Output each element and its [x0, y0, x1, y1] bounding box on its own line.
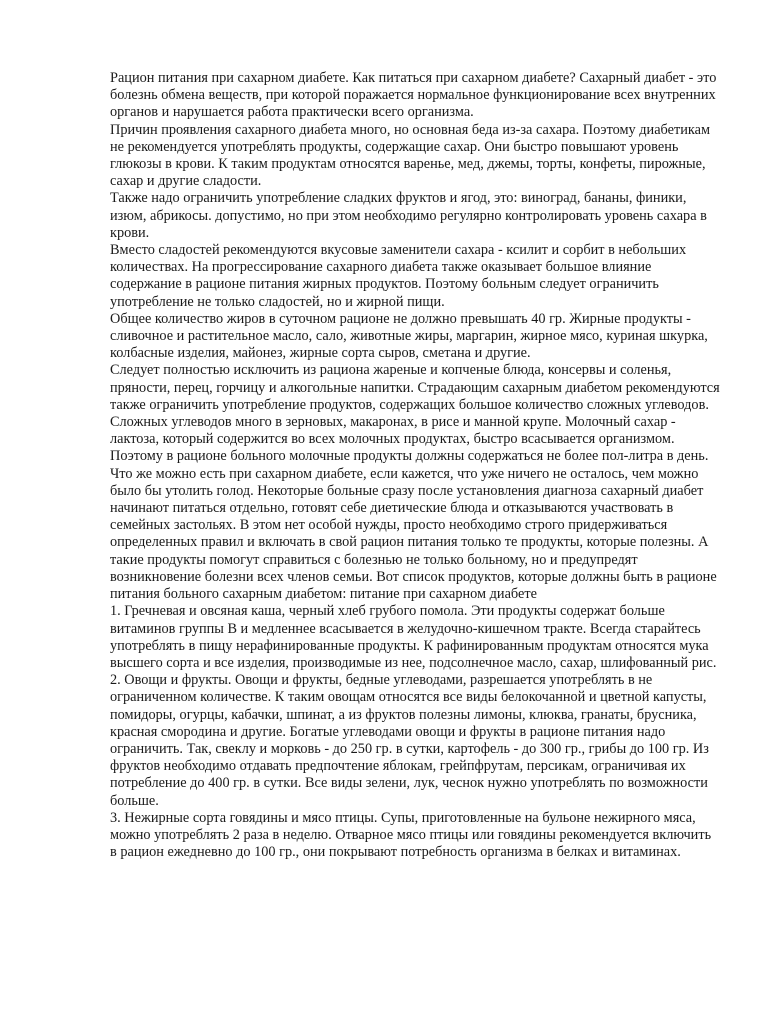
paragraph-sweet-fruits: Также надо ограничить употребление сладких фруктов и ягод, это: виноград, бананы, финики, изюм, абрикосы. допустимо, но при этом необходимо регулярно контролировать уровень сахара в крови. — [110, 190, 707, 241]
document-page — [110, 70, 720, 861]
paragraph-exclusions: Следует полностью исключить из рациона жареные и копченые блюда, консервы и соленья, пряности, перец, горчицу и алкогольные напитки. Страдающим сахарным диабетом рекомендуются также ограничить употребление продуктов, содержащих большое количество сложных углеводов. — [110, 362, 720, 413]
list-item-vegetables-fruits: 2. Овощи и фрукты. Овощи и фрукты, бедные углеводами, разрешается употреблять в не ограниченном количестве. К таким овощам относятся все виды белокочанной и цветной капусты, помидоры, огурцы, кабачки, шпинат, а из фруктов полезны лимоны, клюква, гранаты, брусника, красная смородина и другие. Богатые углеводами овощи и фрукты в рационе питания надо ограничить. Так, свеклу и морковь - до 250 гр. в сутки, картофель - до 300 гр., грибы до 100 гр. Из фруктов необходимо отдавать предпочтение яблокам, грейпфрутам, персикам, ограничивая их потребление до 400 гр. в сутки. Все виды зелени, лук, чеснок нужно употреблять по возможности больше. — [110, 672, 709, 809]
list-item-grains: 1. Гречневая и овсяная каша, черный хлеб грубого помола. Эти продукты содержат больше витаминов группы В и медленнее всасывается в желудочно-кишечном тракте. Всегда старайтесь употреблять в пищу нерафинированные продукты. К рафинированным продуктам относятся мука высшего сорта и все изделия, производимые из нее, подсолнечное масло, сахар, шлифованный рис. — [110, 603, 717, 671]
paragraph-fats: Общее количество жиров в суточном рационе не должно превышать 40 гр. Жирные продукты - сливочное и растительное масло, сало, животные жиры, маргарин, жирное мясо, куриная шкурка, колбасные изделия, майонез, жирные сорта сыров, сметана и другие. — [110, 310, 708, 362]
paragraph-causes: Причин проявления сахарного диабета много, но основная беда из-за сахара. Поэтому диабетикам не рекомендуется употреблять продукты, содержащие сахар. Они быстро повышают уровень глюкозы в крови. К таким продуктам относятся варенье, мед, джемы, торты, конфеты, пирожные, сахар и другие сладости. — [110, 121, 710, 190]
paragraph-intro: Рацион питания при сахарном диабете. Как питаться при сахарном диабете? Сахарный диабет - это болезнь обмена веществ, при которой поражается нормальное функционирование всех внутренних органов и нарушается работа практически всего организма. — [110, 70, 717, 121]
paragraph-sweeteners: Вместо сладостей рекомендуются вкусовые заменители сахара - ксилит и сорбит в небольших количествах. На прогрессирование сахарного диабета также оказывает большое влияние содержание в рационе питания жирных продуктов. Поэтому больным следует ограничить употребление не только сладостей, но и жирной пищи. — [110, 242, 687, 310]
list-item-meat: 3. Нежирные сорта говядины и мясо птицы. Супы, приготовленные на бульоне нежирного мяса, можно употреблять 2 раза в неделю. Отварное мясо птицы или говядины рекомендуется включить в рацион ежедневно до 100 гр., они покрывают потребность организма в белках и витаминах. — [110, 809, 712, 861]
paragraph-carbohydrates: Сложных углеводов много в зерновых, макаронах, в рисе и манной крупе. Молочный сахар - лактоза, который содержится во всех молочных продуктах, быстро всасывается организмом. Поэтому в рационе больного молочные продукты должны содержаться не более пол-литра в день. Что же можно есть при сахарном диабете, если кажется, что уже ничего не осталось, чем можно было бы утолить голод. Некоторые больные сразу после установления диагноза сахарный диабет начинают питаться отдельно, готовят себе диетические блюда и отказываются участвовать в семейных застольях. В этом нет особой нужды, просто необходимо строго придерживаться определенных правил и включать в свой рацион питания только те продукты, которые полезны. А такие продукты помогут справиться с болезнью не только больному, но и предупредят возникновение болезни всех членов семьи. Вот список продуктов, которые должны быть в рационе питания больного сахарным диабетом: питание при сахарном диабете — [110, 414, 717, 603]
